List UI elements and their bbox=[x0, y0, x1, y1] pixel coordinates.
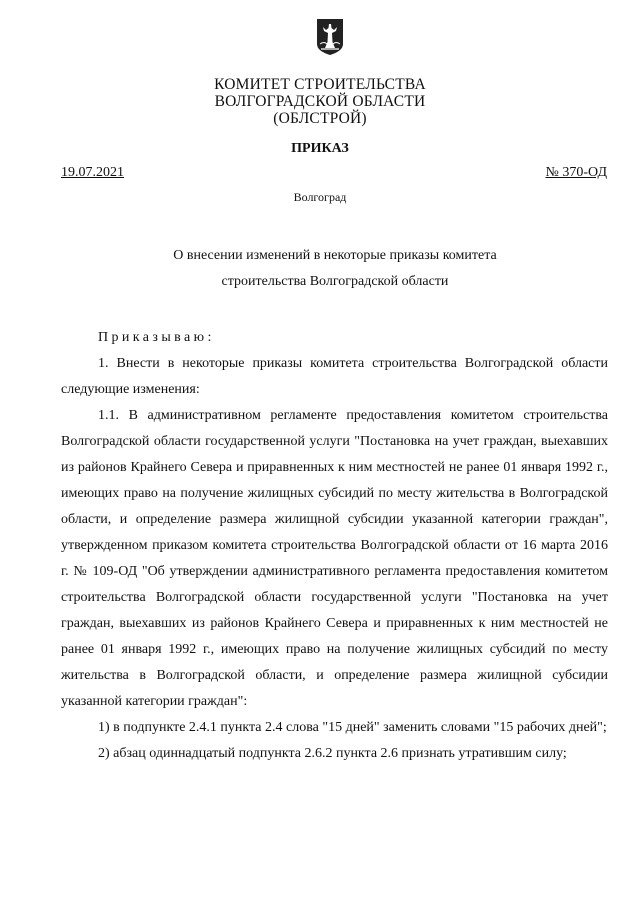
organization-name-line2: ВОЛГОГРАДСКОЙ ОБЛАСТИ bbox=[214, 93, 426, 110]
paragraph-subitem-2: 2) абзац одиннадцатый подпункта 2.6.2 пункта 2.6 признать утратившим силу; bbox=[98, 746, 567, 761]
order-body bbox=[61, 325, 608, 767]
paragraph-1: 1. Внести в некоторые приказы комитета строительства Волгоградской области следующие изменения: bbox=[61, 356, 608, 397]
coat-of-arms-icon bbox=[316, 18, 344, 56]
order-directive bbox=[61, 325, 608, 351]
organization-name-line1: КОМИТЕТ СТРОИТЕЛЬСТВА bbox=[214, 76, 426, 93]
order-date: 19.07.2021 bbox=[61, 165, 124, 180]
organization-short-name: (ОБЛСТРОЙ) bbox=[273, 110, 367, 127]
order-title: ПРИКАЗ bbox=[291, 141, 349, 156]
order-number: № 370-ОД bbox=[545, 165, 607, 180]
order-subject-line1: О внесении изменений в некоторые приказы комитета bbox=[173, 248, 497, 263]
order-city: Волгоград bbox=[293, 190, 347, 204]
paragraph-1-1: 1.1. В административном регламенте предоставления комитетом строительства Волгоградской области государственной услуги "Постановка на учет граждан, выехавших из районов Крайнего Севера и приравненных к ним местностей не ранее 01 января 1992 г., имеющих право на получение жилищных субсидий по месту жительства в Волгоградской области, и определение размера жилищной субсидии указанной категории граждан", утвержденном приказом комитета строительства Волгоградской области от 16 марта 2016 г. № 109-ОД "Об утверждении административного регламента предоставления комитетом строительства Волгоградской области государственной услуги "Постановка на учет граждан, выехавших из районов Крайнего Севера и приравненных к ним местностей не ранее 01 января 1992 г., имеющих право на получение жилищных субсидий по месту жительства в Волгоградской области, и определение размера жилищной субсидии указанной категории граждан": bbox=[61, 408, 608, 709]
order-subject-line2: строительства Волгоградской области bbox=[221, 274, 449, 289]
order-directive-word: Приказываю: bbox=[98, 330, 215, 345]
paragraph-subitem-1: 1) в подпункте 2.4.1 пункта 2.4 слова "15 дней" заменить словами "15 рабочих дней"; bbox=[98, 720, 607, 735]
